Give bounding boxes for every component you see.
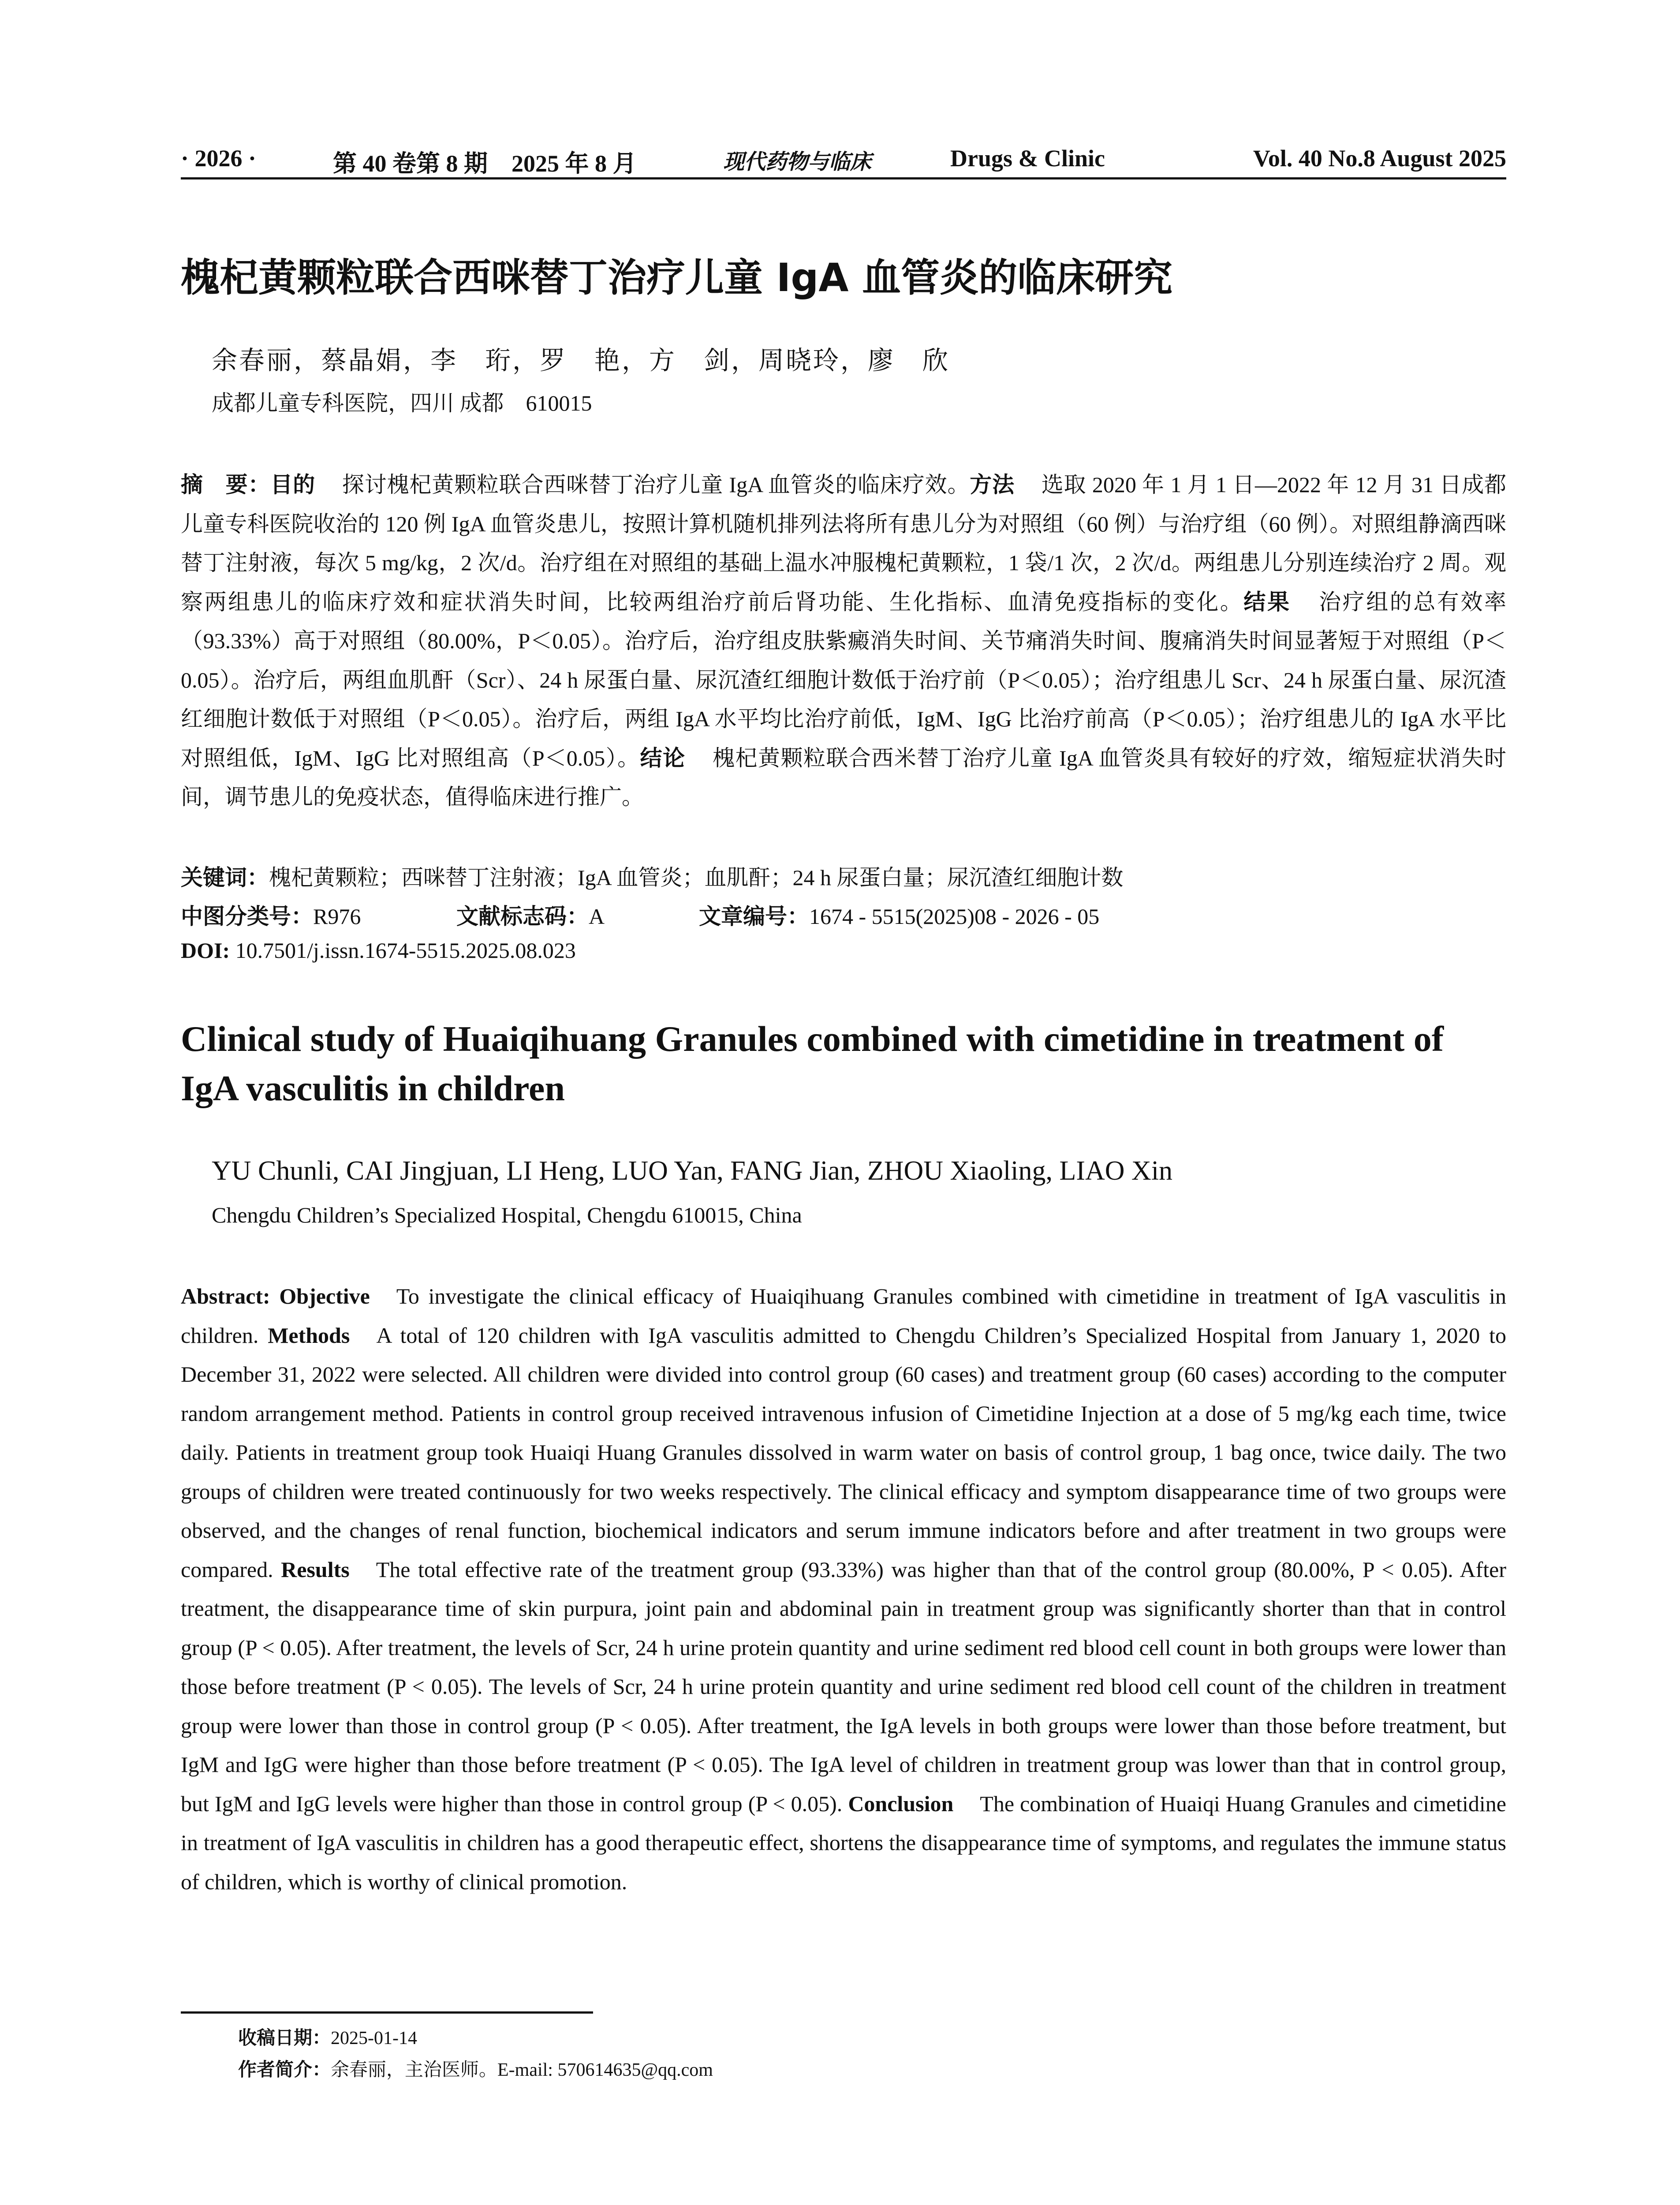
en-conclusion: The combination of Huaiqi Huang Granules and cimetidine in treatment of IgA vasculitis in children has a good therapeutic effect, shortens the disappearance time of symptoms, and regulates the immune status of children, which is worthy of clinical promotion. (181, 1791, 1507, 1894)
cn-keywords-label: 关键词： (181, 865, 269, 890)
doi-value: 10.7501/j.issn.1674-5515.2025.08.023 (235, 938, 576, 963)
header-volume-cn: 第 40 卷第 8 期 2025 年 8 月 (333, 150, 637, 177)
cn-results: 治疗组的总有效率（93.33%）高于对照组（80.00%，P＜0.05）。治疗后，治疗组皮肤紫癜消失时间、关节痛消失时间、腹痛消失时间显著短于对照组（P＜0.05）。治疗后，两组血肌酐（Scr）、24 h 尿蛋白量、尿沉渣红细胞计数低于治疗前（P＜0.05）；治疗组患儿 Scr、24 h 尿蛋白量、尿沉渣红细胞计数低于对照组（P＜0.05）。治疗后，两组 IgA 水平均比治疗前低，IgM、IgG 比治疗前高（P＜0.05）；治疗组患儿的 IgA 水平比对照组低，IgM、IgG 比对照组高（P＜0.05）。 (181, 589, 1507, 770)
footnote-author-info: 余春丽，主治医师。E-mail: 570614635@qq.com (331, 2060, 713, 2080)
footnote-received-label: 收稿日期： (238, 2027, 331, 2048)
cn-article-no-label: 文章编号： (699, 904, 809, 929)
header-rule (181, 177, 1506, 179)
header-volume-en: Vol. 40 No.8 August 2025 (1253, 145, 1506, 172)
doi-line (181, 938, 1506, 963)
cn-classification-line (181, 899, 1506, 931)
cn-objective: 探讨槐杞黄颗粒联合西咪替丁治疗儿童 IgA 血管炎的临床疗效。 (342, 472, 970, 497)
cn-results-label: 结果 (1243, 589, 1291, 615)
en-results-label: Results (281, 1557, 350, 1582)
running-header (181, 140, 1506, 176)
doi-label: DOI: (181, 938, 230, 963)
cn-conclusion: 槐杞黄颗粒联合西米替丁治疗儿童 IgA 血管炎具有较好的疗效，缩短症状消失时间，调节患儿的免疫状态，值得临床进行推广。 (181, 745, 1506, 809)
cn-authors: 余春丽，蔡晶娟，李 珩，罗 艳，方 剑，周晓玲，廖 欣 (212, 346, 950, 375)
cn-abstract (181, 465, 1506, 817)
en-methods: A total of 120 children with IgA vasculitis admitted to Chengdu Children’s Specialized Hospital from January 1, 2020 to December 31, 2022 were selected. All children were divided into control group (60 cases) and treatment group (60 cases) according to the computer random arrangement method. Patients in control group received intravenous infusion of Cimetidine Injection at a dose of 5 mg/kg each time, twice daily. Patients in treatment group took Huaiqi Huang Granules dissolved in warm water on basis of control group, 1 bag once, twice daily. The two groups of children were treated continuously for two weeks respectively. The clinical efficacy and symptom disappearance time of two groups were observed, and the changes of renal function, biochemical indicators and serum immune indicators before and after treatment in two groups were compared. (181, 1323, 1507, 1582)
en-objective-label: Objective (279, 1284, 370, 1308)
cn-doc-code-label: 文献标志码： (456, 904, 589, 929)
cn-conclusion-label: 结论 (640, 745, 686, 771)
cn-keywords-line (181, 860, 1506, 892)
cn-affiliation: 成都儿童专科医院，四川 成都 610015 (212, 391, 592, 415)
en-methods-label: Methods (268, 1323, 350, 1348)
cn-clc: R976 (313, 904, 361, 929)
cn-objective-label: 目的 (270, 472, 316, 497)
en-conclusion-label: Conclusion (848, 1791, 954, 1816)
en-title: Clinical study of Huaiqihuang Granules combined with cimetidine in treatment of IgA vasculitis in children (181, 1019, 1444, 1108)
header-journal-cn: 现代药物与临床 (723, 149, 872, 174)
cn-doc-code: A (589, 904, 605, 929)
header-page-number: · 2026 · (181, 145, 257, 172)
header-journal-en: Drugs & Clinic (950, 145, 1105, 172)
cn-article-no: 1674 - 5515(2025)08 - 2026 - 05 (809, 904, 1100, 929)
footnote-author-label: 作者简介： (238, 2059, 331, 2080)
en-results: The total effective rate of the treatment group (93.33%) was higher than that of the control group (80.00%, P < 0.05). After treatment, the disappearance time of skin purpura, joint pain and abdominal pain in treatment group was significantly shorter than that in control group (P < 0.05). After treatment, the levels of Scr, 24 h urine protein quantity and urine sediment red blood cell count in both groups were lower than those before treatment (P < 0.05). The levels of Scr, 24 h urine protein quantity and urine sediment red blood cell count of the children in treatment group were lower than those in control group (P < 0.05). After treatment, the IgA levels in both groups were lower than those before treatment, but IgM and IgG were higher than those before treatment (P < 0.05). The IgA level of children in treatment group was lower than that in control group, but IgM and IgG levels were higher than those in control group (P < 0.05). (181, 1557, 1506, 1816)
footnote-received-date: 2025-01-14 (331, 2028, 417, 2048)
en-abstract (181, 1277, 1506, 1901)
footnote-author (238, 2055, 713, 2082)
footnote-rule (181, 2011, 593, 2014)
footnote-received (238, 2023, 417, 2050)
en-affiliation: Chengdu Children’s Specialized Hospital, Chengdu 610015, China (212, 1203, 802, 1227)
cn-methods-label: 方法 (970, 472, 1015, 497)
cn-title: 槐杞黄颗粒联合西咪替丁治疗儿童 IgA 血管炎的临床研究 (181, 255, 1173, 300)
en-authors: YU Chunli, CAI Jingjuan, LI Heng, LUO Yan, FANG Jian, ZHOU Xiaoling, LIAO Xin (212, 1156, 1173, 1186)
cn-keywords: 槐杞黄颗粒；西咪替丁注射液；IgA 血管炎；血肌酐；24 h 尿蛋白量；尿沉渣红细胞计数 (269, 865, 1124, 890)
en-abstract-label: Abstract: (181, 1284, 270, 1308)
cn-abstract-label: 摘 要： (181, 472, 271, 497)
cn-clc-label: 中图分类号： (181, 904, 313, 929)
en-objective: To investigate the clinical efficacy of Huaiqihuang Granules combined with cimetidine in treatment of IgA vasculitis in children. (181, 1284, 1506, 1348)
cn-methods: 选取 2020 年 1 月 1 日—2022 年 12 月 31 日成都儿童专科医院收治的 120 例 IgA 血管炎患儿，按照计算机随机排列法将所有患儿分为对照组（60 例）与治疗组（60 例）。对照组静滴西咪替丁注射液，每次 5 mg/kg，2 次/d。治疗组在对照组的基础上温水冲服槐杞黄颗粒，1 袋/1 次，2 次/d。两组患儿分别连续治疗 2 周。观察两组患儿的临床疗效和症状消失时间，比较两组治疗前后肾功能、生化指标、血清免疫指标的变化。 (181, 472, 1507, 614)
